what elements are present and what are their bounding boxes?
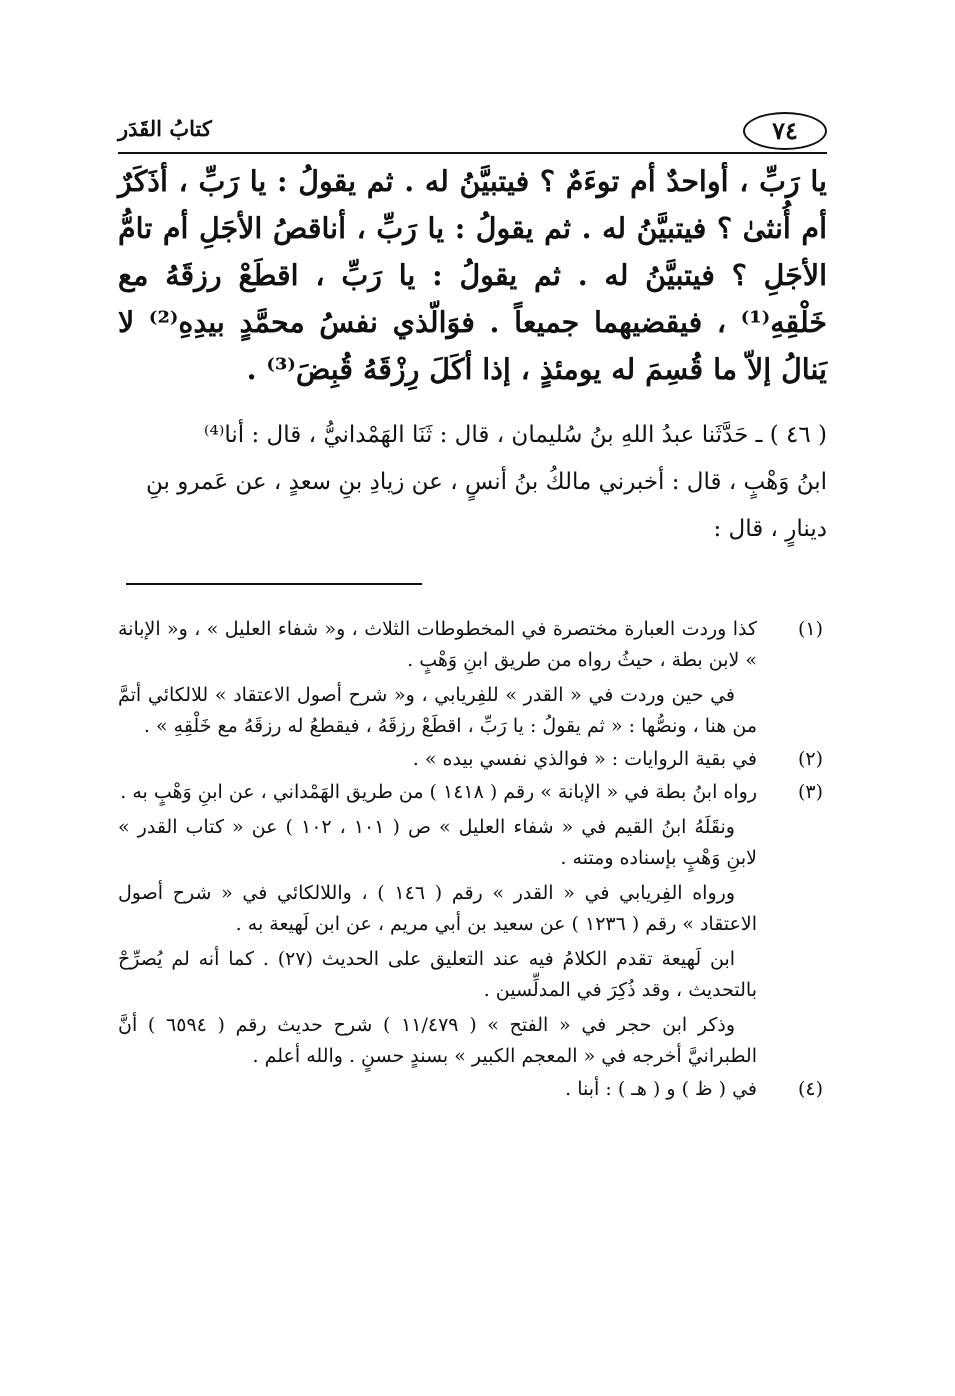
footnote-number: (١) bbox=[797, 618, 823, 640]
footnote-separator bbox=[126, 583, 422, 585]
hadith-line: ابنُ وَهْبٍ ، قال : أخبرني مالكُ بنُ أنسٍ ، عن زيادِ بنِ سعدٍ ، عن عَمرو بنِ bbox=[146, 469, 827, 495]
footnote-text: كذا وردت العبارة مختصرة في المخطوطات الثلاث ، و« شفاء العليل » ، و« الإبانة » لابن بطة ، حيثُ رواه من طريق ابنِ وَهْبٍ . bbox=[118, 618, 757, 671]
footnote-2 bbox=[118, 744, 827, 775]
page-header bbox=[118, 96, 827, 154]
footnote-text: في ( ظ ) و ( هـ ) : أبنا . bbox=[565, 1078, 757, 1100]
footnote-1 bbox=[118, 614, 827, 742]
footnote-4 bbox=[118, 1074, 827, 1105]
footnote-number: (٤) bbox=[797, 1078, 823, 1100]
main-text: يا رَبِّ ، أواحدٌ أم توءَمٌ ؟ فيتبيَّنُ له . ثم يقولُ : يا رَبِّ ، أذَكَرٌ أم أُنثىٰ ؟ فيتبيَّنُ له . ثم يقولُ : يا رَبِّ ، أناقصُ الأجَلِ أم تامُّ الأجَلِ ؟ فيتبيَّنُ له . ثم يقولُ : يا رَبِّ ، اقطَعْ رزقَهُ مع خَلْقِهِ⁽¹⁾ ، فيقضيهما جميعاً . فوَالّذي نفسُ محمَّدٍ بيدِهِ⁽²⁾ لا يَنالُ إلاّ ما قُسِمَ له يومئذٍ ، إذا أكَلَ رِزْقَهُ قُبِضَ⁽³⁾ . bbox=[118, 164, 828, 386]
footnote-text: في حين وردت في « القدر » للفِريابي ، و« شرح أصول الاعتقاد » للالكائي أتمَّ من هنا ، ونصُّها : « ثم يقولُ : يا رَبِّ ، اقطَعْ رزقَهُ ، فيقطعُ له رزقَهُ مع خَلْقِهِ » . bbox=[118, 684, 757, 737]
footnote-number: (٣) bbox=[797, 781, 823, 803]
hadith-line: دينارٍ ، قال : bbox=[713, 516, 827, 542]
footnote-text: ابن لَهيعة تقدم الكلامُ فيه عند التعليق على الحديث (٢٧) . كما أنه لم يُصرِّحْ بالتحديث ، وقد ذُكِرَ في المدلِّسين . bbox=[118, 948, 757, 1001]
page-number: ٧٤ bbox=[743, 112, 827, 150]
footnote-text: ونقَلَهُ ابنُ القيم في « شفاء العليل » ص ( ١٠١ ، ١٠٢ ) عن « كتاب القدر » لابنِ وَهْبٍ بإسناده ومتنه . bbox=[118, 816, 757, 869]
running-title: كتابُ القَدَر bbox=[118, 116, 212, 141]
hadith-isnad bbox=[118, 412, 827, 553]
footnote-text: وذكر ابن حجر في « الفتح » ( ١١/٤٧٩ ) شرح حديث رقم ( ٦٥٩٤ ) أنَّ الطبرانيَّ أخرجه في « المعجم الكبير » بسندٍ حسنٍ . والله أعلم . bbox=[118, 1014, 757, 1067]
footnote-text: رواه ابنُ بطة في « الإبانة » رقم ( ١٤١٨ ) من طريق الهَمْداني ، عن ابنِ وَهْبٍ به . bbox=[120, 781, 757, 803]
footnote-text: ورواه الفِريابي في « القدر » رقم ( ١٤٦ ) ، واللالكائي في « شرح أصول الاعتقاد » رقم ( ١٢٣٦ ) عن سعيد بن أبي مريم ، عن ابن لَهيعة به . bbox=[118, 882, 757, 935]
footnote-number: (٢) bbox=[797, 748, 823, 770]
footnotes bbox=[118, 614, 827, 1107]
footnote-3 bbox=[118, 777, 827, 1072]
hadith-line: ( ٤٦ ) ـ حَدَّثَنا عبدُ اللهِ بنُ سُليمان ، قال : ثَنَا الهَمْدانيُّ ، قال : أنا⁽⁴⁾ bbox=[203, 422, 827, 448]
footnote-text: في بقية الروايات : « فوالذي نفسي بيده » . bbox=[412, 748, 757, 770]
